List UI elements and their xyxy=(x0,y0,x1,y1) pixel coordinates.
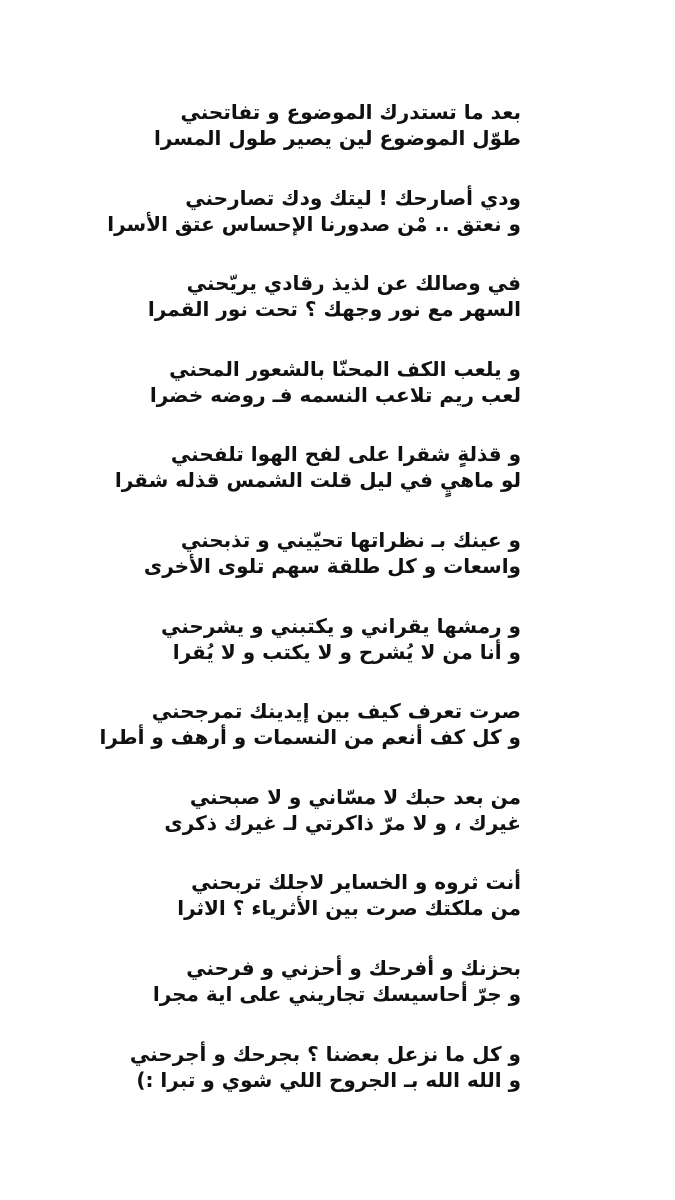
stanza-1 xyxy=(0,99,675,185)
poem-line: غيرك ، و لا مرّ ذاكرتي لـ غيرك ذكرى xyxy=(164,810,521,835)
stanza-12 xyxy=(0,1041,675,1127)
poem-line: و قذلةٍ شقرا على لفح الهوا تلفحني xyxy=(170,442,521,467)
poem-line: طوّل الموضوع لين يصير طول المسرا xyxy=(153,126,521,150)
stanza-3 xyxy=(0,270,675,356)
poem-line: لو ماهيٍ في ليل قلت الشمس قذله شقرا xyxy=(114,468,521,493)
poem-line: و يلعب الكف المحنّا بالشعور المحني xyxy=(169,356,521,381)
poem-line: و كل كف أنعم من النسمات و أرهف و أطرا xyxy=(99,725,521,750)
poem-line: لعب ريم تلاعب النسمه فـ روضه خضرا xyxy=(149,382,521,407)
poem-line: من ملكتك صرت بين الأثرياء ؟ الاثرا xyxy=(177,896,521,921)
poem-line: بعد ما تستدرك الموضوع و تفاتحني xyxy=(180,100,521,124)
poem-line: في وصالك عن لذيذ رقادي يريّحني xyxy=(186,271,521,296)
stanza-10 xyxy=(0,869,675,955)
poem-line: و رمشها يقراني و يكتبني و يشرحني xyxy=(161,613,521,638)
poem-line: و عينك بـ نظراتها تحيّيني و تذبحني xyxy=(180,527,521,552)
stanza-11 xyxy=(0,955,675,1041)
stanza-4 xyxy=(0,356,675,442)
poem-line: و أنا من لا يُشرح و لا يكتب و لا يُقرا xyxy=(172,639,521,664)
stanza-5 xyxy=(0,441,675,527)
poem xyxy=(0,99,675,1126)
stanza-8 xyxy=(0,698,675,784)
stanza-6 xyxy=(0,527,675,613)
stanza-2 xyxy=(0,185,675,271)
stanza-7 xyxy=(0,613,675,699)
poem-line: أنت ثروه و الخساير لاجلك تربحني xyxy=(191,870,521,895)
poem-line: و الله الله بـ الجروح اللي شوي و تبرا :) xyxy=(136,1067,521,1092)
poem-line: صرت تعرف كيف بين إيدينك تمرجحني xyxy=(151,699,521,724)
stanza-9 xyxy=(0,784,675,870)
poem-line: بحزنك و أفرحك و أحزني و فرحني xyxy=(186,955,521,980)
poem-line: ودي أصارحك ! ليتك ودك تصارحني xyxy=(185,185,521,210)
poem-line: السهر مع نور وجهك ؟ تحت نور القمرا xyxy=(147,297,521,322)
poem-line: و كل ما نزعل بعضنا ؟ بجرحك و أجرحني xyxy=(129,1041,521,1066)
poem-line: من بعد حبك لا مسّاني و لا صبحني xyxy=(189,784,521,809)
poem-line: واسعات و كل طلقة سهم تلوى الأخرى xyxy=(143,553,521,578)
poem-line: و جرّ أحاسيسك تجاريني على اية مجرا xyxy=(152,981,521,1006)
poem-line: و نعتق .. مْن صدورنا الإحساس عتق الأسرا xyxy=(107,211,521,236)
